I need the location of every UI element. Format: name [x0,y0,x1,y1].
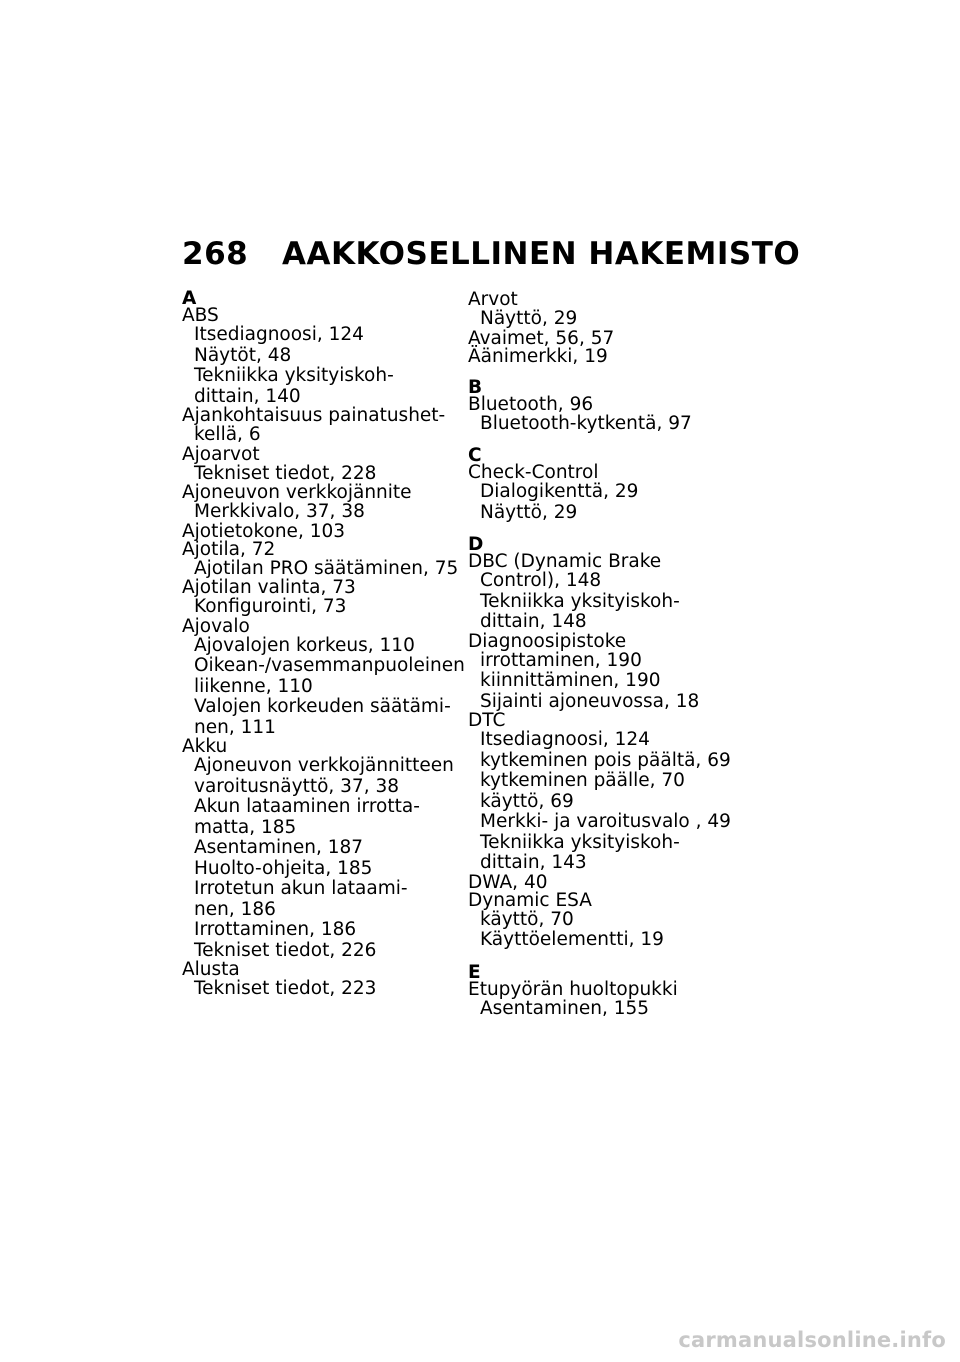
index-term[interactable]: ABS [182,305,219,326]
index-entry [468,393,758,435]
section-letter: A [182,288,197,309]
index-entry [468,978,758,1020]
subentry-continuation: dittain, 140 [194,385,301,407]
index-column-left [182,288,472,1000]
index-entry [182,407,472,446]
index-entry [182,443,472,485]
index-term[interactable]: Äänimerkki, 19 [468,345,608,367]
subentry-text: Näyttö, 29 [480,308,578,329]
index-entry [468,712,758,874]
index-entry [468,327,758,349]
subentry-continuation: dittain, 148 [480,611,587,632]
index-subentry[interactable] [468,592,758,633]
subentry-text: Irrottaminen, 186 [194,919,357,940]
index-entry [182,738,472,961]
subentry-text: Itsediagnoosi, 124 [194,324,364,345]
subentry-text: Tekniset tiedot, 226 [194,939,377,961]
subentry-text: Ajotilan PRO säätäminen, 75 [194,557,459,579]
subentry-text: kiinnittäminen, 190 [480,670,661,691]
subentry-text: Valojen korkeuden säätämi- [194,696,451,717]
subentry-text: Akun lataaminen irrotta- [194,796,420,817]
index-entry [468,553,758,633]
subentry-text: Dialogikenttä, 29 [480,481,639,502]
index-entry [468,889,758,951]
index-entry [182,538,472,580]
subentry-text: Irrotetun akun lataami- [194,878,408,899]
index-entry [468,345,758,367]
subentry-text: kytkeminen pois päältä, 69 [480,749,731,771]
index-section [468,445,758,523]
index-term[interactable]: Ajovalo [182,615,250,637]
index-subentry[interactable] [182,597,472,618]
subentry-text: Näyttö, 29 [480,501,578,523]
index-subentry[interactable] [182,502,472,523]
index-term[interactable]: Akku [182,736,228,757]
index-entry [182,307,472,407]
subentry-text: irrottaminen, 190 [480,649,642,671]
index-subentry[interactable] [182,559,472,580]
subentry-continuation: dittain, 143 [480,852,587,873]
index-subentry[interactable] [182,366,472,407]
subentry-text: Merkki- ja varoitusvalo , 49 [480,811,731,832]
subentry-text: Merkkivalo, 37, 38 [194,501,365,522]
section-letter: E [468,961,481,983]
index-term-continuation[interactable]: Control), 148 [480,570,602,591]
subentry-text: Tekniikka yksityiskoh- [480,590,680,612]
index-subentry[interactable] [182,464,472,485]
section-letter: C [468,445,482,466]
subentry-text: Ajovalojen korkeus, 110 [194,634,415,656]
page-number: 268 [182,236,249,272]
index-column-right [468,291,758,1019]
index-subentry[interactable] [182,697,472,738]
subentry-text: käyttö, 70 [480,908,574,930]
index-entry [182,484,472,523]
index-subentry[interactable] [182,636,472,657]
index-subentry[interactable] [468,482,758,503]
subentry-continuation: nen, 186 [194,898,276,920]
index-subentry[interactable] [468,503,758,524]
index-term[interactable]: Dynamic ESA [468,889,592,911]
index-term[interactable]: DWA, 40 [468,871,548,893]
index-subentry[interactable] [468,309,758,330]
index-term[interactable]: Ajotila, 72 [182,538,276,560]
subentry-text: Asentaminen, 187 [194,837,364,858]
index-term[interactable]: Etupyörän huoltopukki [468,978,678,1000]
index-subentry[interactable] [468,692,758,713]
subentry-text: Bluetooth-kytkentä, 97 [480,412,692,434]
subentry-text: Sijainti ajoneuvossa, 18 [480,690,700,712]
index-term[interactable]: Arvot [468,289,518,310]
index-section [468,291,758,366]
index-subentry[interactable] [182,979,472,1000]
index-subentry[interactable] [182,797,472,838]
subentry-text: Oikean-/vasemmanpuoleinen [194,655,465,676]
subentry-text: Näytöt, 48 [194,344,292,366]
index-term[interactable]: Bluetooth, 96 [468,393,594,415]
subentry-continuation: matta, 185 [194,816,297,838]
index-term[interactable]: Diagnoosipistoke [468,630,627,652]
subentry-continuation: nen, 111 [194,716,276,738]
index-entry [468,630,758,713]
index-entry [468,464,758,523]
index-subentry[interactable] [468,771,758,792]
index-section [468,961,758,1020]
subentry-text: Itsediagnoosi, 124 [480,729,650,750]
index-term[interactable]: Avaimet, 56, 57 [468,327,615,349]
watermark-logo[interactable]: carmanualsonline.info [678,1328,946,1352]
index-subentry[interactable] [182,756,472,797]
index-subentry[interactable] [182,859,472,880]
subentry-text: Tekniikka yksityiskoh- [480,831,680,853]
index-subentry[interactable] [182,346,472,367]
subentry-text: Ajoneuvon verkkojännitteen [194,755,454,776]
index-section [182,288,472,1000]
index-subentry[interactable] [468,910,758,931]
index-entry [182,615,472,739]
index-subentry[interactable] [468,930,758,951]
index-term[interactable]: Ajoneuvon verkkojännite [182,482,412,503]
subentry-continuation: varoitusnäyttö, 37, 38 [194,775,399,797]
index-subentry[interactable] [468,812,758,833]
index-subentry[interactable] [182,920,472,941]
index-term-continuation[interactable]: kellä, 6 [194,424,261,445]
subentry-text: Konfigurointi, 73 [194,596,347,617]
index-entry [182,520,472,542]
index-entry [182,579,472,618]
index-subentry[interactable] [468,833,758,874]
index-entry [182,961,472,1000]
index-term[interactable]: Ajoarvot [182,443,260,465]
page-header [182,236,800,272]
index-term[interactable]: Ajankohtaisuus painatushet- [182,405,446,426]
section-letter: B [468,376,483,398]
index-subentry[interactable] [468,751,758,772]
index-subentry[interactable] [182,879,472,920]
subentry-text: kytkeminen päälle, 70 [480,770,685,791]
index-subentry[interactable] [182,325,472,346]
index-subentry[interactable] [468,730,758,751]
subentry-text: käyttö, 69 [480,790,574,812]
index-subentry[interactable] [182,838,472,859]
subentry-text: Tekniikka yksityiskoh- [194,365,394,386]
index-term[interactable]: Ajotilan valinta, 73 [182,577,356,598]
index-subentry[interactable] [468,671,758,692]
index-entry [468,291,758,330]
subentry-text: Tekniset tiedot, 228 [194,462,377,484]
index-term[interactable]: DTC [468,710,506,731]
subentry-text: Käyttöelementti, 19 [480,929,664,950]
index-term[interactable]: DBC (Dynamic Brake [468,551,662,572]
index-subentry[interactable] [468,651,758,672]
subentry-text: Tekniset tiedot, 223 [194,978,377,999]
subentry-text: Huolto-ohjeita, 185 [194,857,373,879]
index-term[interactable]: Check-Control [468,462,599,483]
index-section [468,376,758,435]
index-subentry[interactable] [468,999,758,1020]
subentry-text: Asentaminen, 155 [480,997,650,1019]
subentry-continuation: liikenne, 110 [194,675,313,697]
index-section [468,534,758,951]
index-subentry[interactable] [468,414,758,435]
section-letter: D [468,534,484,555]
page-title: AAKKOSELLINEN HAKEMISTO [282,236,801,272]
index-subentry[interactable] [468,792,758,813]
index-subentry[interactable] [182,656,472,697]
index-term[interactable]: Ajotietokone, 103 [182,520,346,542]
index-entry [468,871,758,893]
index-term[interactable]: Alusta [182,959,240,980]
index-subentry[interactable] [182,941,472,962]
